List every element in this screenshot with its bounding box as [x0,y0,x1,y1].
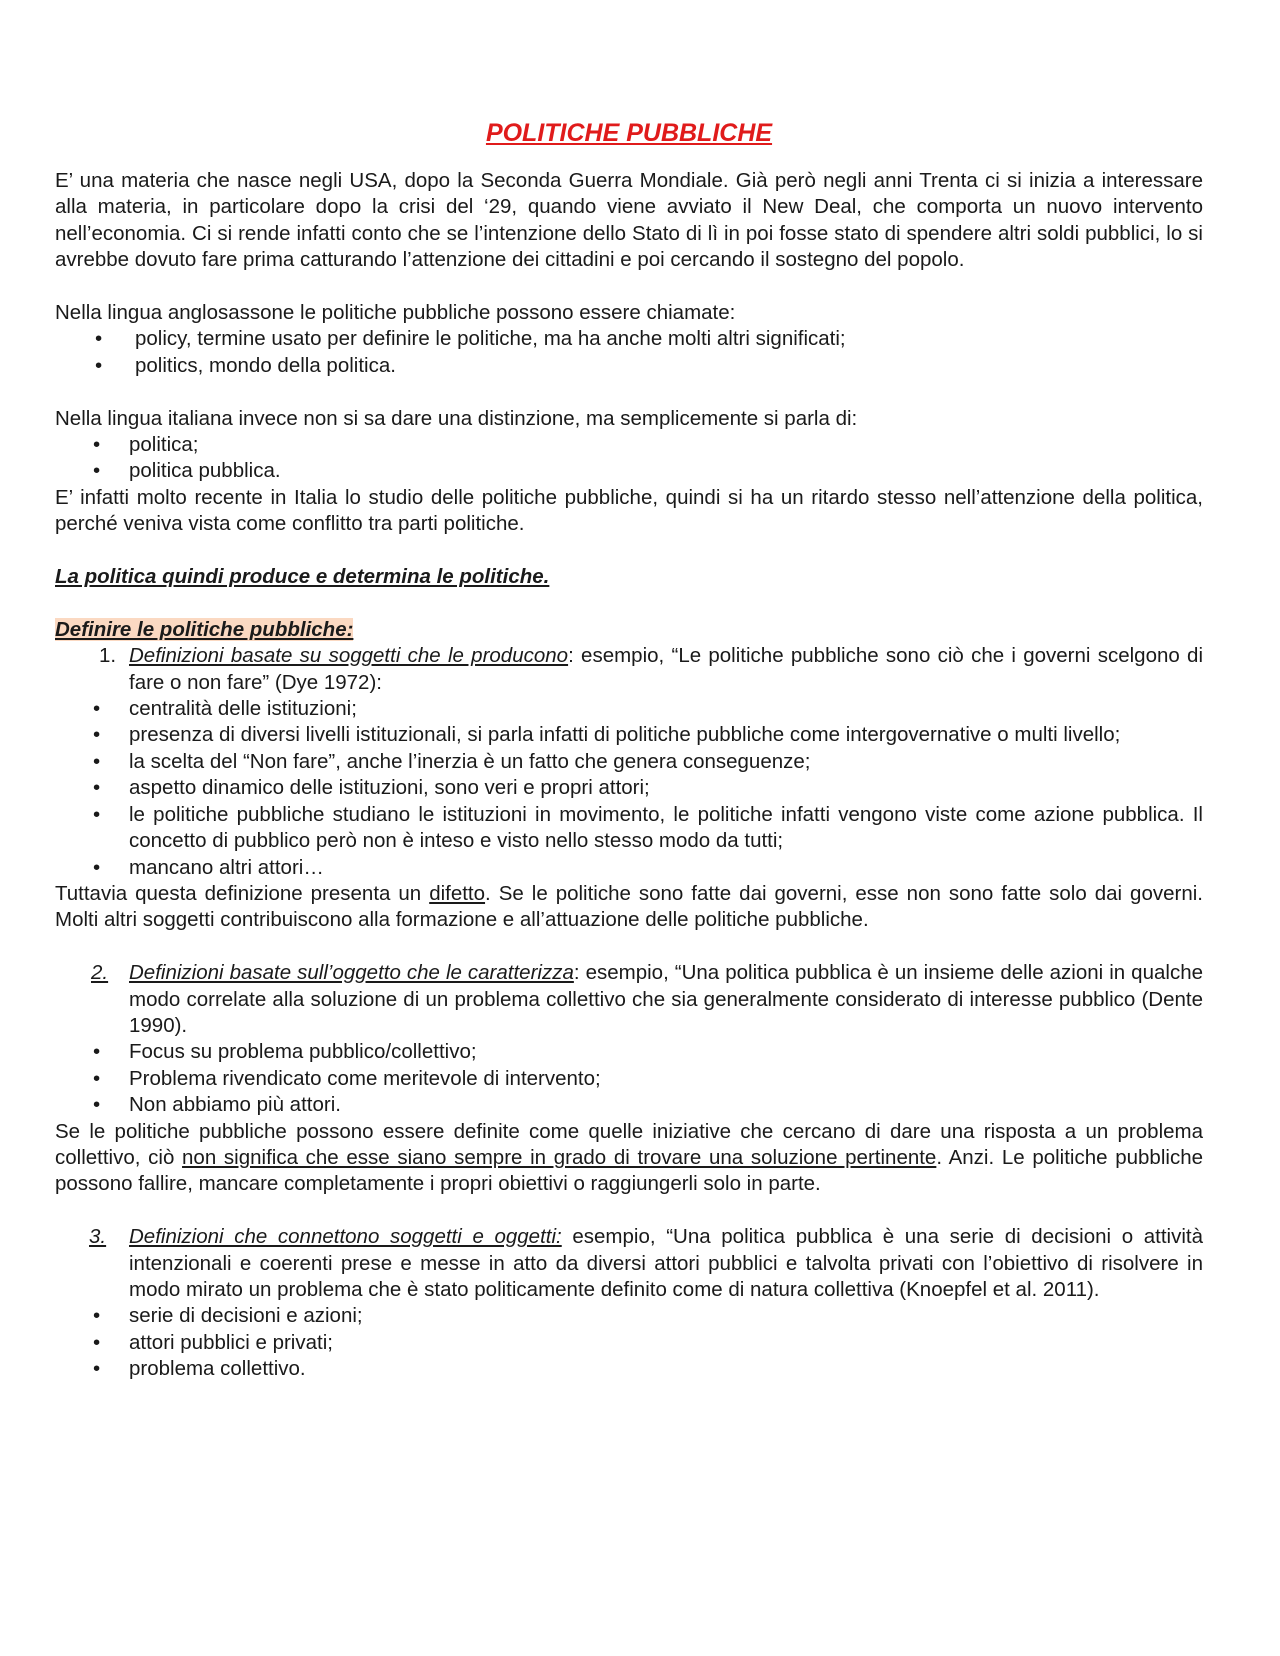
text-run: Se le politiche pubbliche possono essere definite come quelle iniziative che cercano di dare una risposta a un problema collettivo, ciò [55,1119,1203,1169]
list-item: • policy, termine usato per definire le politiche, ma ha anche molti altri significati; [55,326,1203,352]
underlined-text: non significa che esse siano sempre in grado di trovare una soluzione pertinente [182,1145,937,1169]
text-run: Tuttavia questa definizione presenta un [55,881,430,905]
list-item: • problema collettivo. [55,1356,1203,1382]
definition-label: Definizioni basate sull’oggetto che le caratterizza [129,961,574,985]
text-run: . Se le politiche sono fatte dai governi, esse non sono fatte solo dai governi. Molti altri soggetti contribuiscono alla formazione e all’attuazione delle politiche pubbliche. [55,881,1203,932]
definition-text: esempio, “Una politica pubblica è una serie di decisioni o attività intenzionali e coerenti prese e messe in atto da diversi attori pubblici e talvolta privati con l’obiettivo di risolvere in modo mirato un problema che è stato politicamente definito come di natura collettiva (Knoepfel et al. 2011). [129,1225,1203,1301]
intro-paragraph: E’ una materia che nasce negli USA, dopo la Seconda Guerra Mondiale. Già però negli anni Trenta ci si inizia a interessare alla materia, in particolare dopo la crisi del ‘29, quando viene avviato il New Deal, che comporta un nuovo intervento nell’economia. Ci si rende infatti conto che se l’intenzione dello Stato di lì in poi fosse stato di spendere altri soldi pubblici, lo si avrebbe dovuto fare prima catturando l’attenzione dei cittadini e poi cercando il sostegno del popolo. [55,169,1203,272]
anglo-lead: Nella lingua anglosassone le politiche pubbliche possono essere chiamate: [55,301,736,325]
list-item: • politics, mondo della politica. [55,353,1203,379]
page-title: POLITICHE PUBBLICHE [485,119,773,147]
definition-2 [55,960,1203,1039]
definition-2-list [55,1039,1203,1118]
statement [55,564,1203,590]
definition-number-text: 2. [91,961,109,985]
list-item: • Problema rivendicato come meritevole di intervento; [55,1066,1203,1092]
underlined-text: difetto [429,881,486,905]
definition-2-after [55,1119,1203,1198]
definition-1-after [55,881,1203,934]
list-item: • politica pubblica. [55,458,1203,484]
list-item: • la scelta del “Non fare”, anche l’inerzia è un fatto che genera conseguenze; [55,749,1203,775]
list-item: • mancano altri attori… [55,855,1203,881]
definition-text: : esempio, “Le politiche pubbliche sono ciò che i governi scelgono di fare o non fare” (Dye 1972): [129,644,1204,694]
definition-1-list [55,696,1203,881]
italian-after: E’ infatti molto recente in Italia lo studio delle politiche pubbliche, quindi si ha un ritardo stesso nell’attenzione della politica, perché veniva vista come conflitto tra parti politiche. [55,485,1203,536]
italian-list [55,432,1203,485]
definition-number: 1. [99,644,117,668]
anglo-list [55,326,1203,379]
definition-1 [55,643,1203,696]
define-heading-text: Definire le politiche pubbliche: [55,617,354,641]
list-item: • politica; [55,432,1203,458]
list-item: • centralità delle istituzioni; [55,696,1203,722]
list-item: • Non abbiamo più attori. [55,1092,1203,1118]
definition-label: Definizioni basate su soggetti che le producono [129,644,569,668]
list-item: • aspetto dinamico delle istituzioni, sono veri e propri attori; [55,775,1203,801]
define-heading [55,617,1203,643]
list-item: • Focus su problema pubblico/collettivo; [55,1039,1203,1065]
document-page [55,118,1203,1383]
list-item: • attori pubblici e privati; [55,1330,1203,1356]
definition-number [91,960,108,986]
definition-text: : esempio, “Una politica pubblica è un insieme delle azioni in qualche modo correlate alla soluzione di un problema collettivo che sia generalmente considerato di interesse pubblico (Dente 1990). [129,961,1203,1037]
list-item: • presenza di diversi livelli istituzionali, si parla infatti di politiche pubbliche come intergovernative o multi livello; [55,722,1203,748]
statement-text: La politica quindi produce e determina le politiche. [55,565,550,589]
definition-number [89,1224,106,1250]
definition-number-text: 3. [89,1225,107,1249]
italian-lead: Nella lingua italiana invece non si sa dare una distinzione, ma semplicemente si parla di: [55,406,858,430]
definition-3 [55,1224,1203,1303]
list-item: • le politiche pubbliche studiano le istituzioni in movimento, le politiche infatti vengono viste come azione pubblica. Il concetto di pubblico però non è inteso e visto nello stesso modo da tutti; [55,802,1203,855]
definition-3-list [55,1303,1203,1382]
list-item: • serie di decisioni e azioni; [55,1303,1203,1329]
definition-label: Definizioni che connettono soggetti e oggetti: [129,1225,562,1249]
text-run: . Anzi. Le politiche pubbliche possono fallire, mancare completamente i propri obiettivi o raggiungerli solo in parte. [55,1145,1203,1196]
